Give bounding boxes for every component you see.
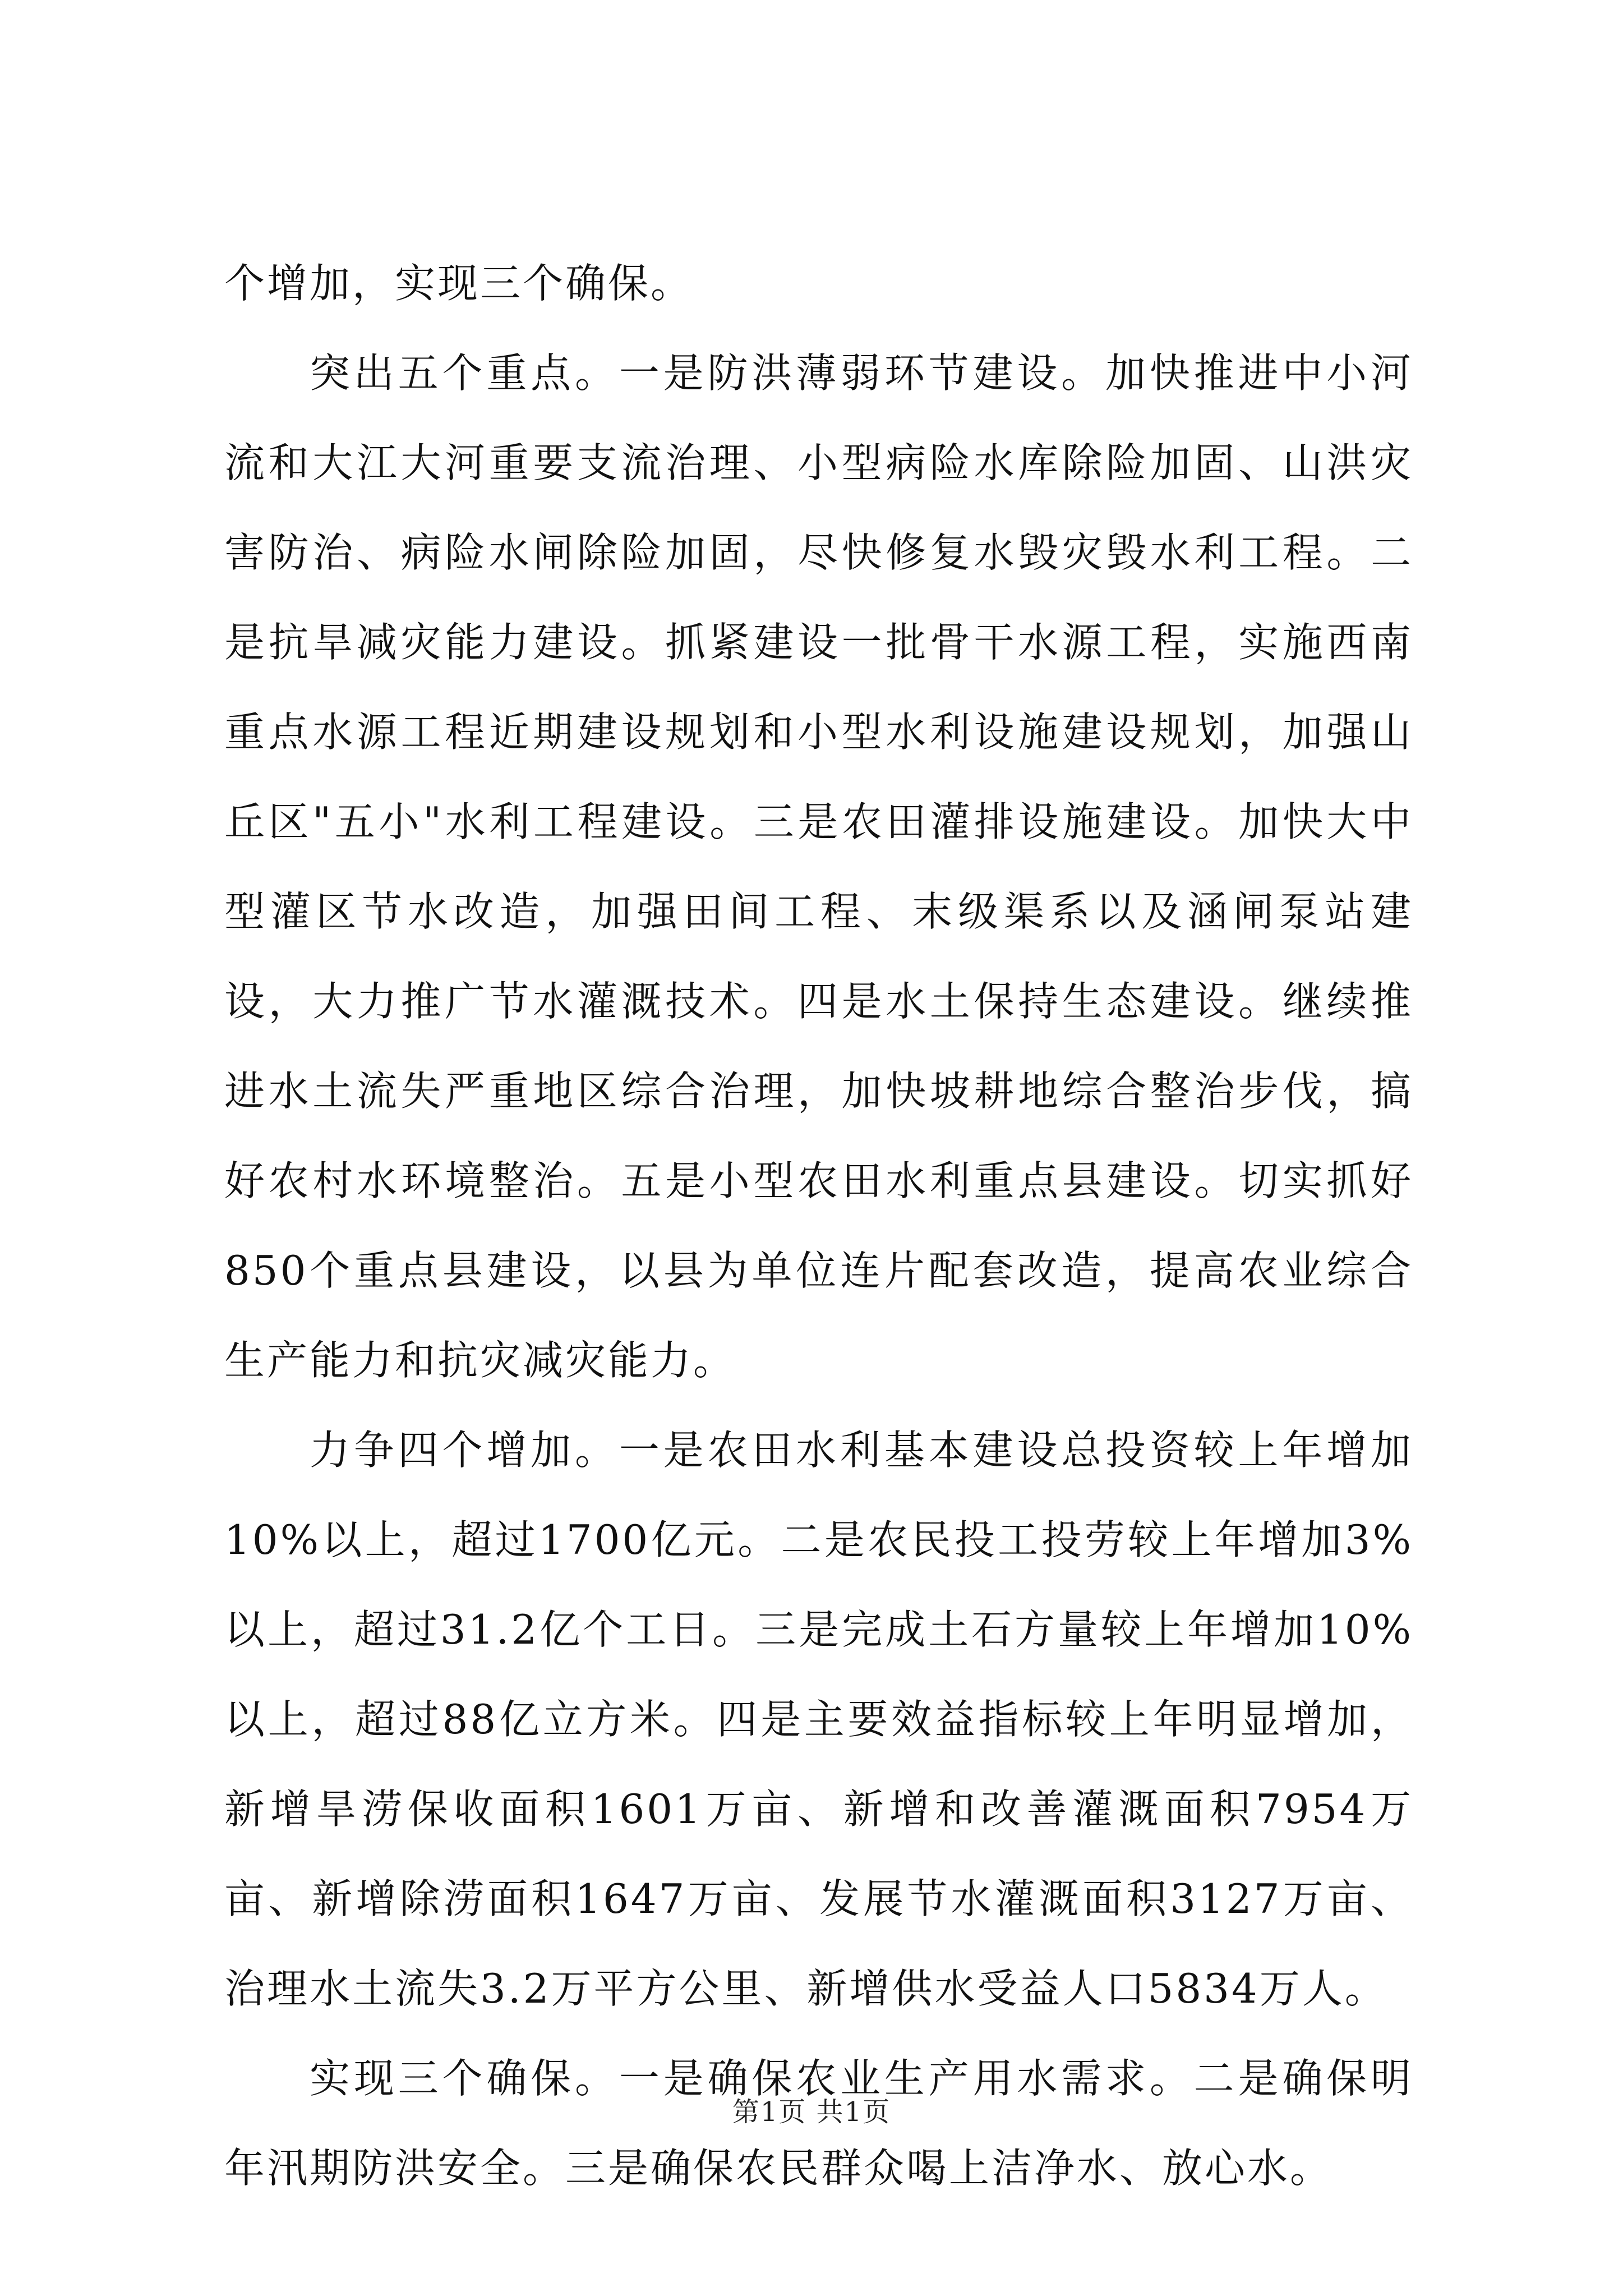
paragraph-three-guarantees: 实现三个确保。一是确保农业生产用水需求。二是确保明年汛期防洪安全。三是确保农民群众喝上洁净水、放心水。: [224, 2055, 1413, 2192]
paragraph-continuation: 个增加，实现三个确保。: [224, 260, 694, 307]
page-footer: 第1页 共1页: [732, 2096, 891, 2128]
paragraph-four-increases: 力争四个增加。一是农田水利基本建设总投资较上年增加10%以上，超过1700亿元。二是农民投工投劳较上年增加3%以上，超过31.2亿个工日。三是完成土石方量较上年增加10%以上，超过88亿立方米。四是主要效益指标较上年明显增加，新增旱涝保收面积1601万亩、新增和改善灌溉面积7954万亩、新增除涝面积1647万亩、发展节水灌溉面积3127万亩、治理水土流失3.2万平方公里、新增供水受益人口5834万人。: [224, 1427, 1413, 2012]
document-body: [224, 238, 1413, 2213]
paragraph-five-key-points: 突出五个重点。一是防洪薄弱环节建设。加快推进中小河流和大江大河重要支流治理、小型病险水库除险加固、山洪灾害防治、病险水闸除险加固，尽快修复水毁灾毁水利工程。二是抗旱减灾能力建设。抓紧建设一批骨干水源工程，实施西南重点水源工程近期建设规划和小型水利设施建设规划，加强山丘区"五小"水利工程建设。三是农田灌排设施建设。加快大中型灌区节水改造，加强田间工程、末级渠系以及涵闸泵站建设，大力推广节水灌溉技术。四是水土保持生态建设。继续推进水土流失严重地区综合治理，加快坡耕地综合整治步伐，搞好农村水环境整治。五是小型农田水利重点县建设。切实抓好850个重点县建设，以县为单位连片配套改造，提高农业综合生产能力和抗灾减灾能力。: [224, 349, 1413, 1384]
